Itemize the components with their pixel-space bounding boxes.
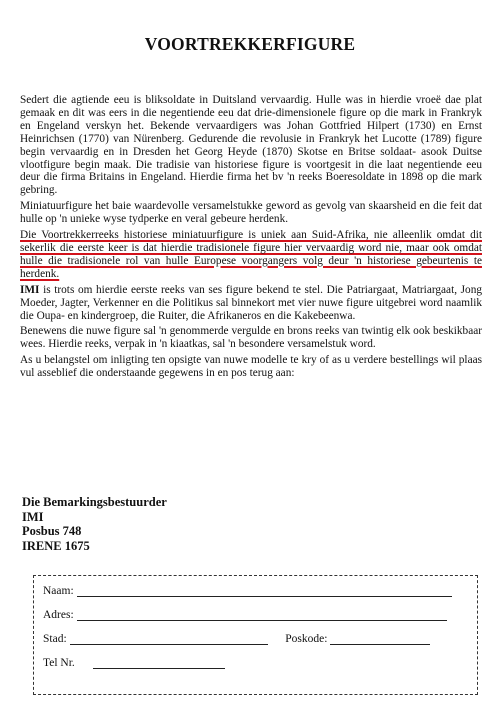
naam-row (43, 585, 452, 597)
naam-line (77, 585, 452, 597)
tel-label: Tel Nr. (43, 657, 75, 669)
adres-label: Adres: (43, 609, 74, 621)
paragraph-instructions: As u belangstel om inligting ten opsigte van nuwe modelle te kry of as u verdere bestellings wil plaas vul asseblief die onderstaande gegewens in en pos terug aan: (20, 354, 482, 380)
address-line-2: IMI (22, 509, 44, 524)
document-title: VOORTREKKERFIGURE (144, 34, 356, 54)
document-body (20, 94, 482, 383)
stad-row (43, 633, 430, 645)
imi-text: is trots om hierdie eerste reeks van ses figure bekend te stel. Die Patriargaat, Matriargaat, Jong Moeder, Jagter, Verkenner en die Politikus sal binnekort met vier nuwe figure uitgebrei word naamlik die Oupa- en kindergroep, die Ruiter, die Afrikaneros en die Kakebeenwa. (20, 283, 482, 322)
stad-line (70, 633, 268, 645)
naam-field[interactable] (77, 585, 452, 597)
imi-lead: IMI (20, 283, 40, 296)
paragraph-voortrekker-series (20, 229, 482, 281)
stad-field[interactable] (70, 633, 268, 645)
address-line-1: Die Bemarkingsbestuurder (22, 495, 167, 509)
address-line-3: Posbus 748 (22, 524, 82, 539)
paragraph-imi (20, 284, 482, 323)
address-line-4: IRENE 1675 (22, 538, 90, 553)
postal-address (22, 495, 167, 553)
naam-label: Naam: (43, 585, 74, 597)
adres-row (43, 609, 447, 621)
poskode-label: Poskode: (285, 633, 328, 645)
adres-field[interactable] (77, 609, 447, 621)
tel-field[interactable] (93, 657, 225, 669)
paragraph-gilded-series: Benewens die nuwe figure sal 'n genommerde vergulde en brons reeks van twintig elk ook beskikbaar wees. Hierdie reeks, verpak in 'n kiaatkas, sal 'n besondere versamelstuk word. (20, 325, 482, 351)
adres-line (77, 609, 447, 621)
underlined-statement: Die Voortrekkerreeks historiese miniatuurfigure is uniek aan Suid-Afrika, nie alleenlik omdat dit sekerlik die eerste keer is dat hierdie tradisionele figure hier vervaardig word nie, maar ook omdat hulle die tradisionele rol van hulle Europese voorgangers volg deur 'n historiese gebeurtenis te herdenk. (20, 229, 482, 280)
paragraph-history: Sedert die agtiende eeu is bliksoldate in Duitsland vervaardig. Hulle was in hierdie vroeë dae plat gemaak en dit was eers in die negentiende eeu dat drie-dimensionele figure op die mark in Frankryk en Engeland verskyn het. Bekende vervaardigers was Johan Gottfried Hilpert (1730) en Ernst Heinrichsen (1770) van Nürenberg. Gedurende die revolusie in Frankryk het Lucotte (1789) figure begin vervaardig en in Dresden het Georg Heyde (1870) Skotse en Britse soldaat- asook Duitse vlootfigure begin maak. Die tradisie van historiese figure is voortgesit in die laat negentiende eeu deur die firma Britains in Engeland. Hierdie firma het bv 'n reeks Boeresoldate in 1898 op die mark gebring. (20, 94, 482, 197)
paragraph-collectibles: Miniatuurfigure het baie waardevolle versamelstukke geword as gevolg van skaarsheid en die feit dat hulle op 'n unieke wyse tydperke en veral gebeure herdenk. (20, 200, 482, 226)
tel-line (93, 657, 225, 669)
poskode-line (330, 633, 430, 645)
reply-form (33, 575, 478, 695)
tel-row (43, 657, 225, 669)
stad-label: Stad: (43, 633, 67, 645)
poskode-field[interactable] (330, 633, 430, 645)
